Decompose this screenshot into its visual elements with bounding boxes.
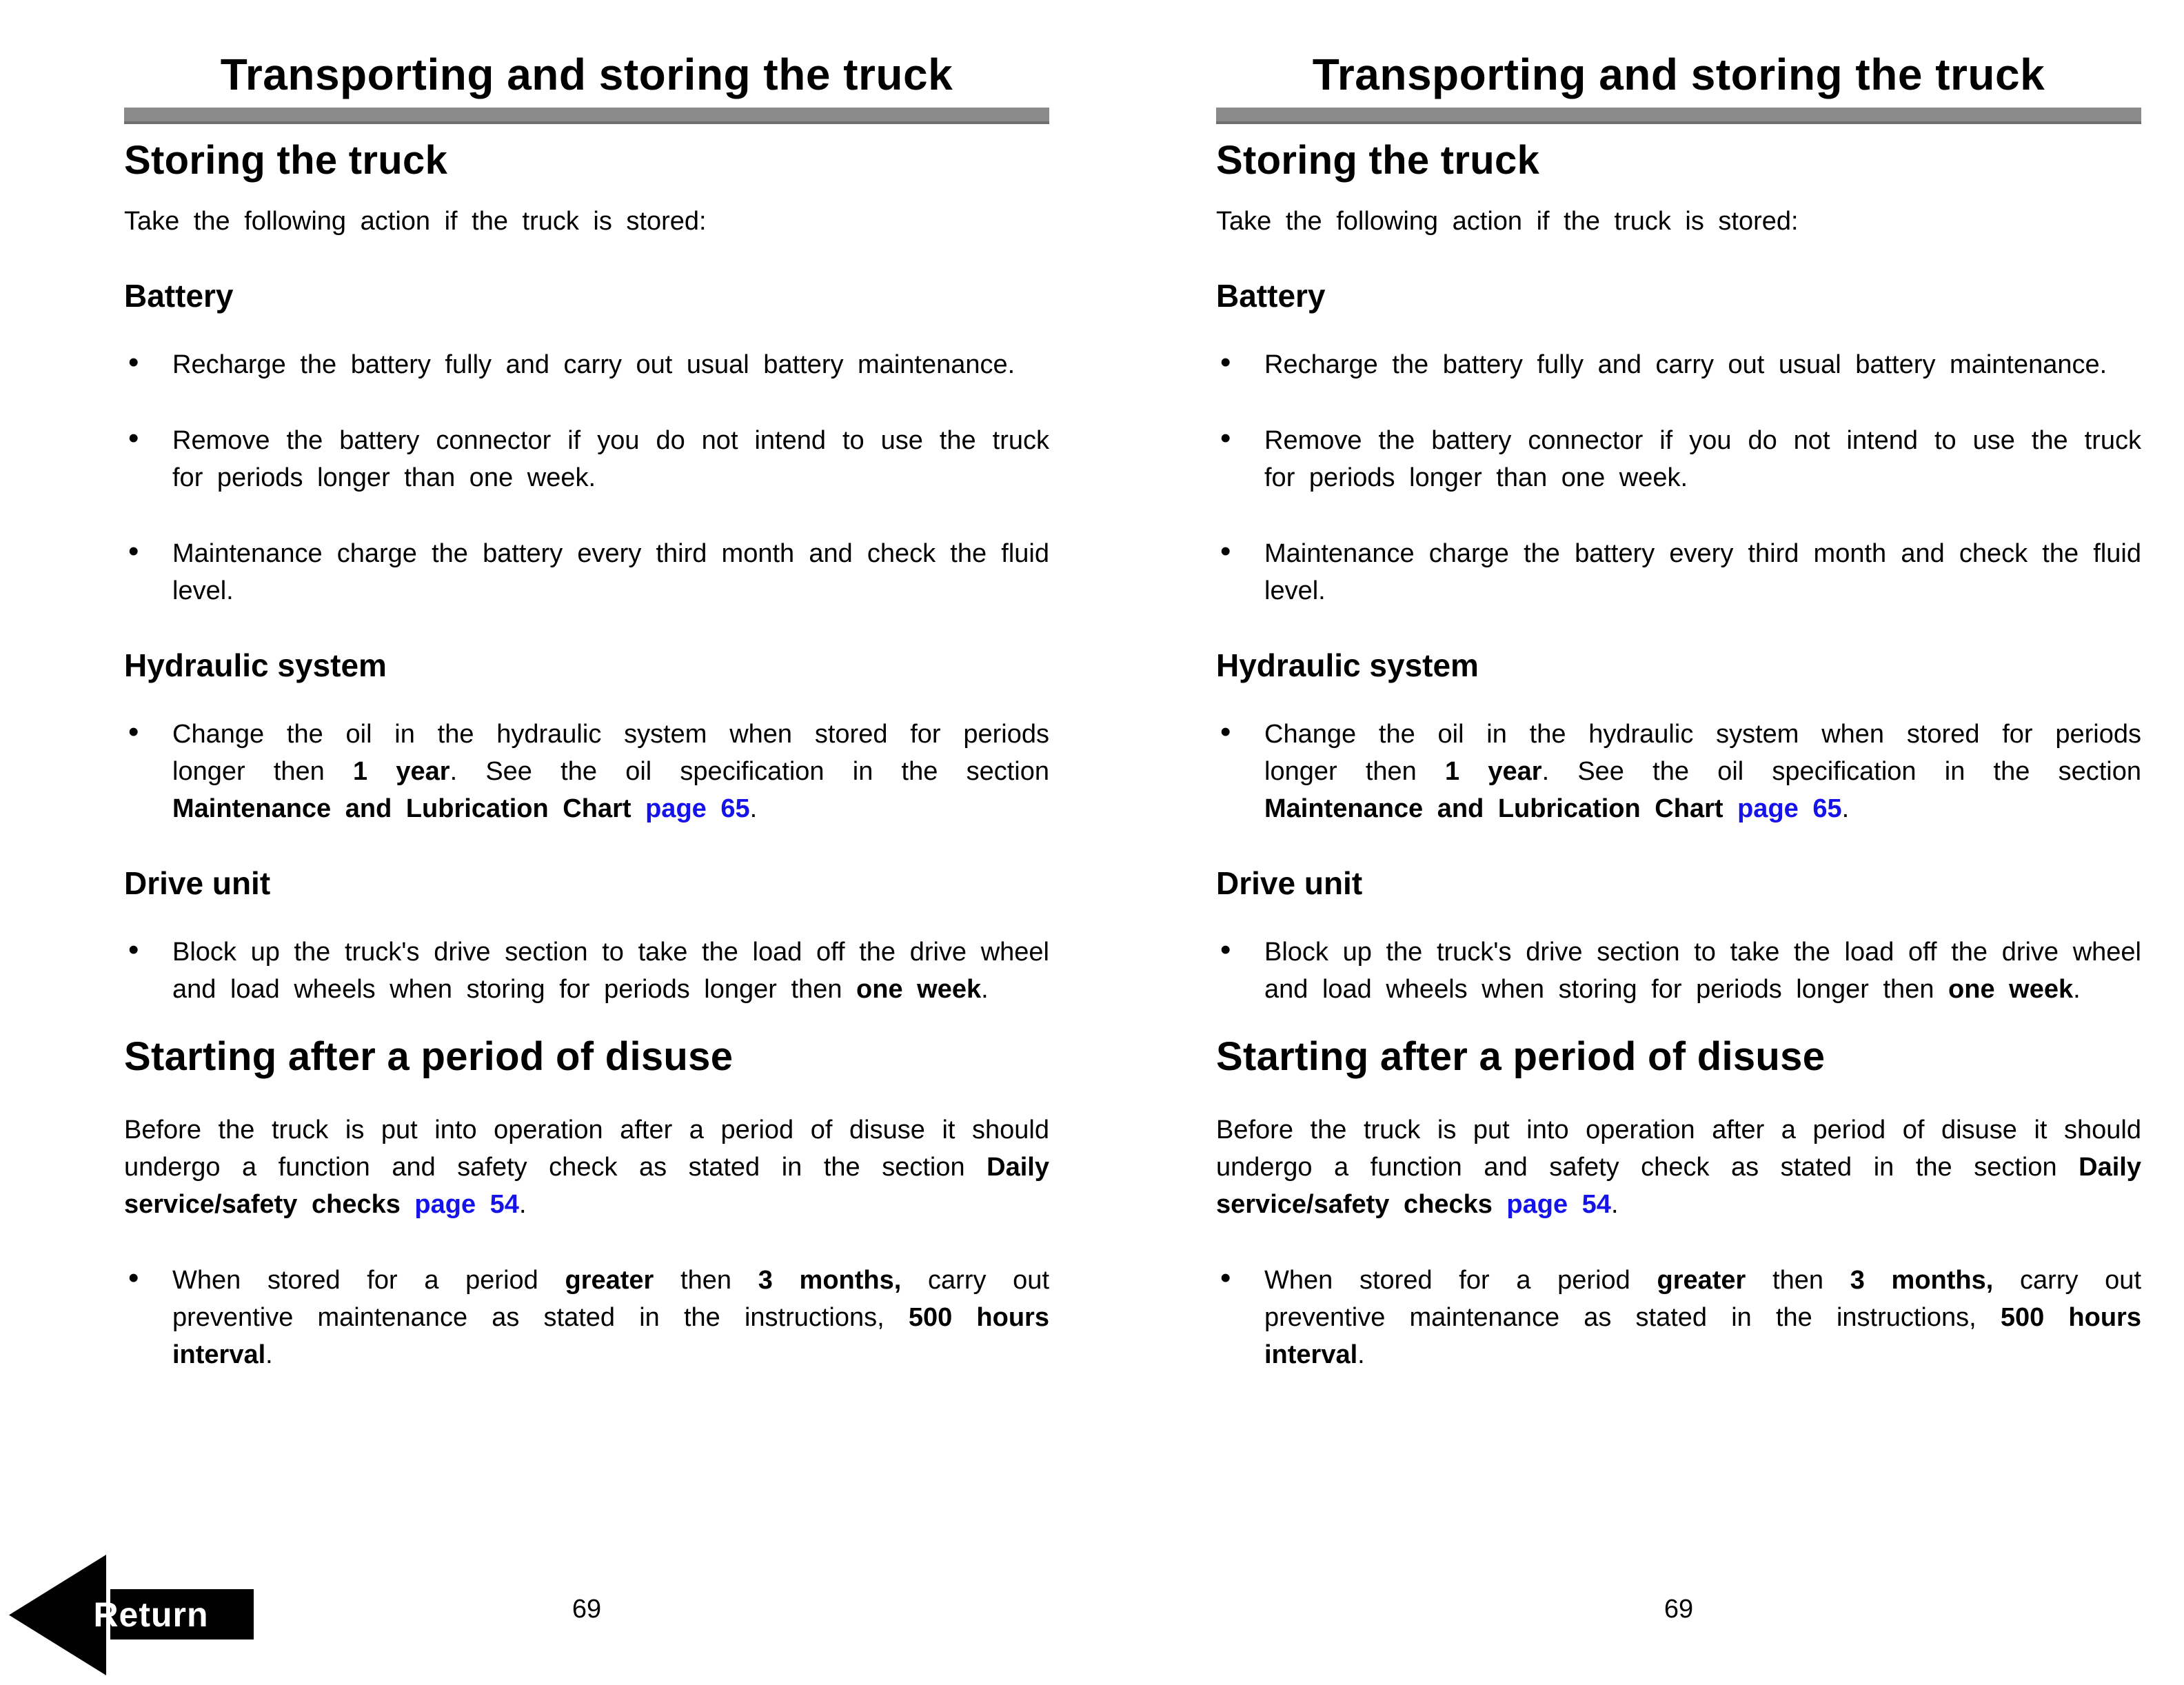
page-header-title: Transporting and storing the truck — [1312, 50, 2045, 99]
drive-bullet-list — [1216, 934, 2141, 1008]
text-segment: When stored for a period — [172, 1266, 565, 1295]
text-segment: carry out preventive maintenance as stated in the instructions, — [172, 1266, 1049, 1332]
text-segment: Before the truck is put into operation after a period of disuse it should undergo a function and safety check as stated in the section — [124, 1116, 1049, 1182]
return-button[interactable] — [9, 1555, 254, 1675]
text-segment: Block up the truck's drive section to take the load off the drive wheel and load wheels when storing for periods longer then — [1264, 938, 2141, 1004]
header-divider — [124, 108, 1049, 124]
text-segment: . See the oil specification in the section — [449, 757, 1049, 786]
bullet-item — [124, 934, 1049, 1008]
hydraulic-bullet-list — [124, 716, 1049, 827]
page-link[interactable]: page 65 — [645, 794, 750, 823]
page-link[interactable]: page 54 — [1506, 1190, 1611, 1219]
header-divider — [1216, 108, 2141, 124]
text-segment: Block up the truck's drive section to take the load off the drive wheel and load wheels when storing for periods longer then — [172, 938, 1049, 1004]
bold-text: 3 months, — [1850, 1266, 1994, 1295]
bullet-item — [1216, 716, 2141, 827]
text-segment: . — [265, 1340, 273, 1369]
text-segment: . — [2073, 975, 2081, 1004]
bullet-item: • Maintenance charge the battery every third month and check the fluid level. — [1216, 535, 2141, 609]
text-segment: carry out preventive maintenance as stated in the instructions, — [1264, 1266, 2141, 1332]
bold-text: greater — [1657, 1266, 1746, 1295]
page-link[interactable]: page 65 — [1737, 794, 1842, 823]
intro-text: Take the following action if the truck is stored: — [124, 207, 707, 236]
section-heading-disuse: Starting after a period of disuse — [124, 1034, 734, 1079]
bullet-item — [1216, 1262, 2141, 1373]
text-segment: Change the oil in the hydraulic system when stored for periods longer then — [1264, 720, 2141, 786]
bold-text: 500 hours interval — [172, 1303, 1049, 1369]
text-segment: then — [1746, 1266, 1850, 1295]
text-segment: When stored for a period — [1264, 1266, 1657, 1295]
page-number: 69 — [572, 1595, 602, 1624]
text-segment — [401, 1190, 415, 1219]
sub-heading-hydraulic: Hydraulic system — [124, 647, 387, 683]
text-segment: then — [654, 1266, 758, 1295]
bullet-item: • Remove the battery connector if you do not intend to use the truck for periods longer than one week. — [124, 422, 1049, 496]
sub-heading-drive-unit: Drive unit — [124, 865, 271, 901]
text-segment — [1723, 794, 1738, 823]
battery-bullet-list — [1216, 346, 2141, 609]
sub-heading-battery: Battery — [1216, 278, 1326, 314]
sub-heading-battery: Battery — [124, 278, 234, 314]
bold-text: Maintenance and Lubrication Chart — [1264, 794, 1723, 823]
section-heading-disuse: Starting after a period of disuse — [1216, 1034, 1826, 1079]
text-segment — [1493, 1190, 1507, 1219]
text-segment: . — [749, 794, 758, 823]
bullet-item: • Recharge the battery fully and carry out usual battery maintenance. — [1216, 346, 2141, 383]
disuse-paragraph — [1216, 1111, 2141, 1223]
disuse-bullet-list — [1216, 1262, 2141, 1373]
bold-text: 500 hours interval — [1264, 1303, 2141, 1369]
text-segment: . — [1357, 1340, 1365, 1369]
text-segment — [631, 794, 646, 823]
section-heading-storing: Storing the truck — [124, 138, 448, 183]
disuse-bullet-list — [124, 1262, 1049, 1373]
bullet-item — [124, 716, 1049, 827]
text-segment: . — [518, 1190, 527, 1219]
text-segment: . See the oil specification in the section — [1541, 757, 2141, 786]
return-button-label: Return — [93, 1595, 209, 1634]
bold-text: 3 months, — [758, 1266, 902, 1295]
bold-text: Maintenance and Lubrication Chart — [172, 794, 631, 823]
bullet-item: • Remove the battery connector if you do not intend to use the truck for periods longer than one week. — [1216, 422, 2141, 496]
bold-text: greater — [565, 1266, 654, 1295]
intro-text: Take the following action if the truck is stored: — [1216, 207, 1799, 236]
drive-bullet-list — [124, 934, 1049, 1008]
bold-text: Daily service/safety checks — [124, 1153, 1049, 1219]
bullet-item — [1216, 934, 2141, 1008]
battery-bullet-list — [124, 346, 1049, 609]
bold-text: one week — [1948, 975, 2074, 1004]
bullet-item: • Maintenance charge the battery every third month and check the fluid level. — [124, 535, 1049, 609]
manual-page-left — [124, 0, 1049, 1685]
text-segment: . — [981, 975, 989, 1004]
text-segment: . — [1610, 1190, 1619, 1219]
manual-page-right — [1216, 0, 2141, 1685]
page-number: 69 — [1664, 1595, 1694, 1624]
bold-text: Daily service/safety checks — [1216, 1153, 2141, 1219]
hydraulic-bullet-list — [1216, 716, 2141, 827]
section-heading-storing: Storing the truck — [1216, 138, 1540, 183]
bold-text: 1 year — [1445, 757, 1542, 786]
bullet-item — [124, 1262, 1049, 1373]
bold-text: one week — [856, 975, 982, 1004]
disuse-paragraph — [124, 1111, 1049, 1223]
sub-heading-drive-unit: Drive unit — [1216, 865, 1363, 901]
bullet-item: • Recharge the battery fully and carry out usual battery maintenance. — [124, 346, 1049, 383]
sub-heading-hydraulic: Hydraulic system — [1216, 647, 1479, 683]
text-segment: . — [1841, 794, 1850, 823]
text-segment: Before the truck is put into operation after a period of disuse it should undergo a function and safety check as stated in the section — [1216, 1116, 2141, 1182]
text-segment: Change the oil in the hydraulic system when stored for periods longer then — [172, 720, 1049, 786]
page-link[interactable]: page 54 — [414, 1190, 519, 1219]
page-header-title: Transporting and storing the truck — [220, 50, 953, 99]
bold-text: 1 year — [353, 757, 450, 786]
